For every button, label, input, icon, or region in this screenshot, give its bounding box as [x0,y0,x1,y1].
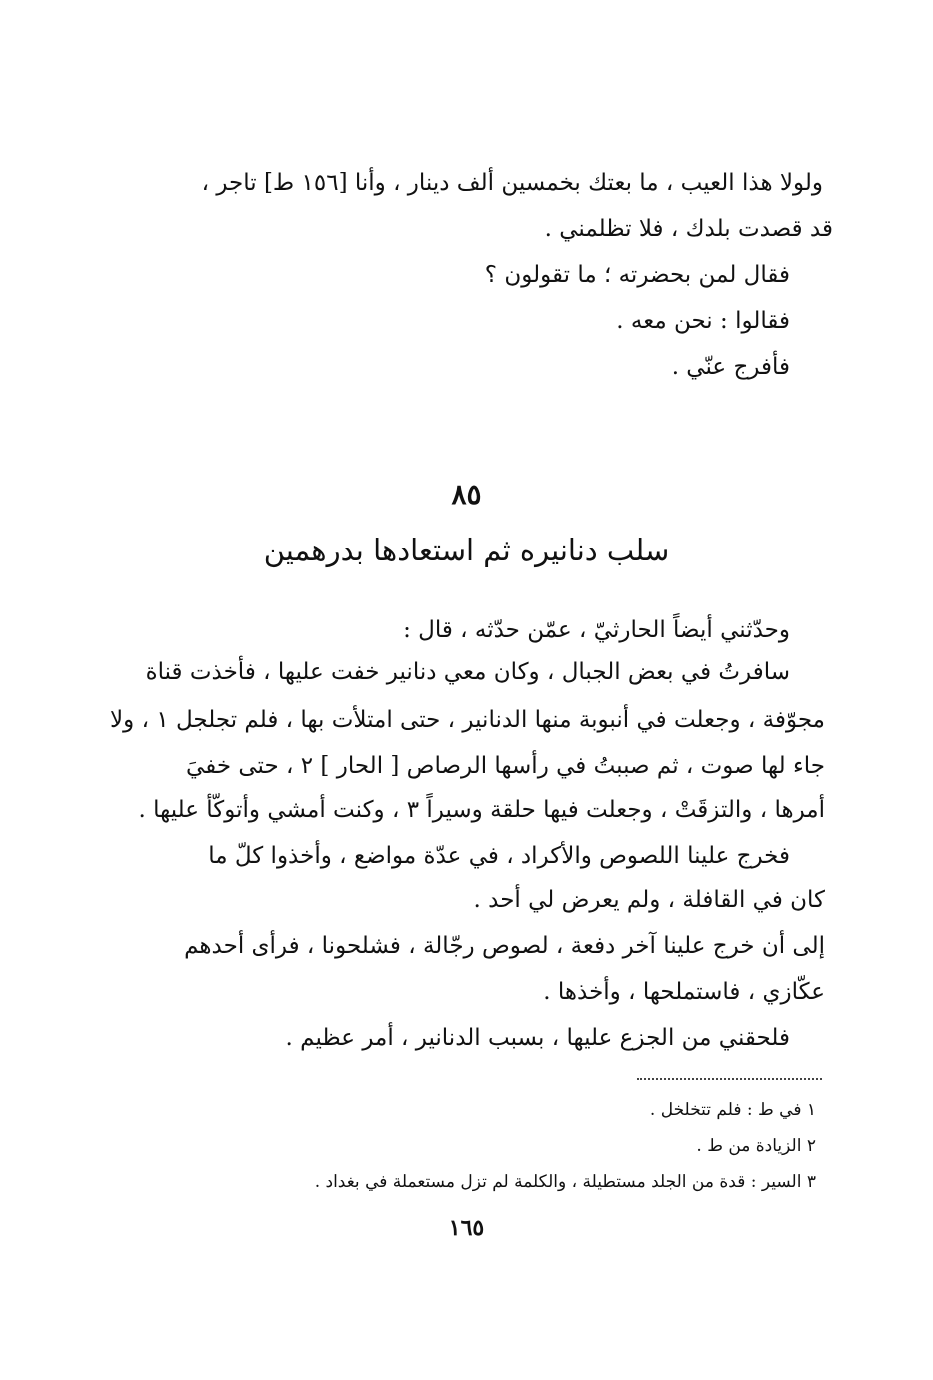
body-line-9: عكّازي ، فاستملحها ، وأخذها . [543,979,825,1005]
body-line-2: سافرتُ في بعض الجبال ، وكان معي دنانير خفت عليها ، فأخذت قناة [145,659,790,685]
top-text-line-4: فقالوا : نحن معه . [616,308,790,334]
chapter-number: ٨٥ [451,478,482,511]
body-line-8: إلى أن خرج علينا آخر دفعة ، لصوص رجّالة ، فشلحونا ، فرأى أحدهم [184,933,825,959]
body-line-7: كان في القافلة ، ولم يعرض لي أحد . [473,887,825,913]
footnote-3: ٣ السير : قدة من الجلد مستطيلة ، والكلمة لم تزل مستعملة في بغداد . [314,1172,816,1192]
top-text-line-3: فقال لمن بحضرته ؛ ما تقولون ؟ [484,262,790,288]
body-line-1: وحدّثني أيضاً الحارثيّ ، عمّن حدّثه ، قال : [403,617,790,643]
top-text-line-5: فأفرج عنّي . [671,354,790,380]
body-line-5: أمرها ، والتزقَتْ ، وجعلت فيها حلقة وسيراً ٣ ، وكنت أمشي وأتوكّأ عليها . [138,797,825,823]
footnote-2: ٢ الزيادة من ط . [696,1136,816,1156]
chapter-title: سلب دنانيره ثم استعادها بدرهمين [263,533,670,567]
page-number: ١٦٥ [448,1215,485,1241]
body-line-6: فخرج علينا اللصوص والأكراد ، في عدّة مواضع ، وأخذوا كلّ ما [208,843,790,869]
body-line-10: فلحقني من الجزع عليها ، بسبب الدنانير ، أمر عظيم . [285,1025,790,1051]
body-line-3: مجوّفة ، وجعلت في أنبوبة منها الدنانير ، حتى امتلأت بها ، فلم تجلجل ١ ، ولا [110,707,825,733]
footnote-separator [637,1078,822,1080]
top-text-line-1: ولولا هذا العيب ، ما بعتك بخمسين ألف دينار ، وأنا [١٥٦ ط] تاجر ، [201,170,823,196]
footnote-1: ١ في ط : فلم تتخلخل . [649,1100,816,1120]
body-line-4: جاء لها صوت ، ثم صببتُ في رأسها الرصاص [ الحار ] ٢ ، حتى خفيَ [186,753,825,779]
top-text-line-2: قد قصدت بلدك ، فلا تظلمني . [544,216,833,242]
